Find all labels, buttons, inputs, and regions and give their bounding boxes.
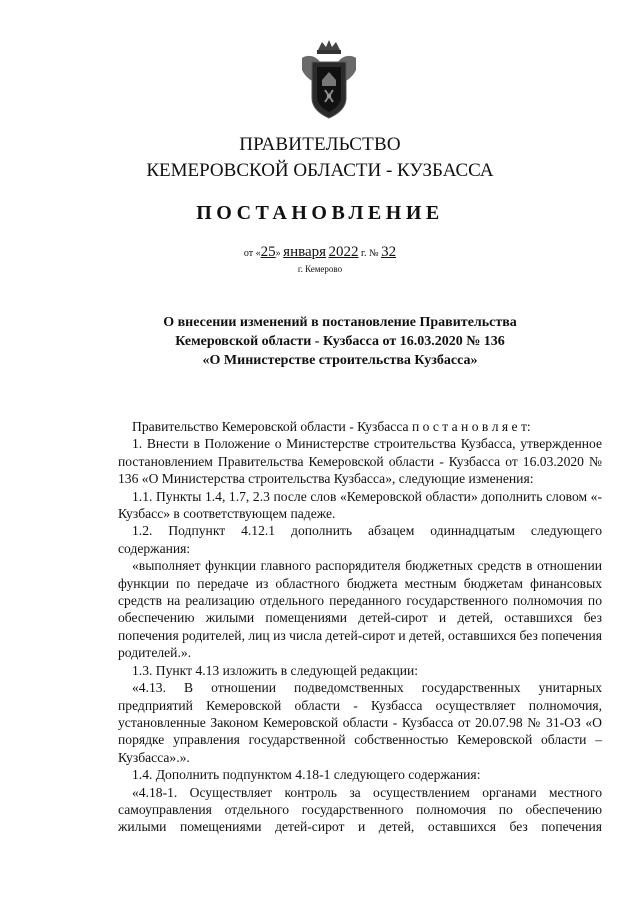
subject-line: Кемеровской области - Кузбасса от 16.03.2020 № 136 bbox=[175, 334, 505, 349]
document-body bbox=[118, 418, 602, 836]
city-label: г. Кемерово bbox=[297, 264, 343, 274]
date-day: 25 bbox=[260, 244, 276, 260]
date-quote-close: » bbox=[275, 248, 281, 259]
document-type-title: ПОСТАНОВЛЕНИЕ bbox=[196, 202, 444, 224]
subject-line: О внесении изменений в постановление Правительства bbox=[163, 315, 517, 330]
body-paragraph: 1.2. Подпункт 4.12.1 дополнить абзацем одиннадцатым следующего содержания: bbox=[118, 523, 602, 556]
body-paragraph: 1.3. Пункт 4.13 изложить в следующей редакции: bbox=[132, 662, 419, 678]
body-paragraph: 1.4. Дополнить подпунктом 4.18-1 следующего содержания: bbox=[132, 767, 481, 783]
date-month: января bbox=[283, 244, 327, 260]
document-subject bbox=[130, 313, 550, 370]
body-paragraph: «4.13. В отношении подведомственных государственных унитарных предприятий Кемеровской области - Кузбасса осуществляет полномочия, установленные Законом Кемеровской области - Кузбасса от 20.07.98 № 31-ОЗ «О порядке управления государственной собственностью Кемеровской области – Кузбасса».». bbox=[118, 680, 602, 765]
subject-line: «О Министерстве строительства Кузбасса» bbox=[202, 353, 478, 368]
body-paragraph: «выполняет функции главного распорядителя бюджетных средств в отношении функции по передаче из областного бюджета местным бюджетам финансовых средств на реализацию отдельного переданного государственного полномочия по обеспечению жилыми помещениями детей-сирот и детей, оставшихся без попечения родителей, лиц из числа детей-сирот и детей, оставшихся без попечения родителей.». bbox=[118, 558, 602, 661]
coat-of-arms-emblem bbox=[298, 40, 360, 122]
date-prefix: от « bbox=[243, 248, 261, 259]
body-paragraph: 1. Внести в Положение о Министерстве строительства Кузбасса, утвержденное постановлением Правительства Кемеровской области - Кузбасса от 16.03.2020 № 136 «О Министерства строительства Кузбасса», следующие изменения: bbox=[118, 436, 602, 487]
body-paragraph: 1.1. Пункты 1.4, 1.7, 2.3 после слов «Кемеровской области» дополнить словом «- Кузбасс» в соответствующем падеже. bbox=[118, 488, 602, 522]
date-year: 2022 bbox=[328, 244, 359, 260]
date-number-label: г. № bbox=[361, 248, 379, 259]
document-date-line bbox=[0, 244, 640, 261]
government-region: КЕМЕРОВСКОЙ ОБЛАСТИ - КУЗБАССА bbox=[146, 160, 494, 181]
government-title: ПРАВИТЕЛЬСТВО bbox=[239, 134, 401, 155]
document-number: 32 bbox=[381, 244, 397, 260]
body-paragraph: «4.18-1. Осуществляет контроль за осуществлением органами местного самоуправления отдельного государственного полномочия по обеспечению жилыми помещениями детей-сирот и детей, оставшихся без попечения bbox=[118, 784, 602, 835]
body-paragraph: Правительство Кемеровской области - Кузбасса п о с т а н о в л я е т: bbox=[132, 419, 531, 434]
